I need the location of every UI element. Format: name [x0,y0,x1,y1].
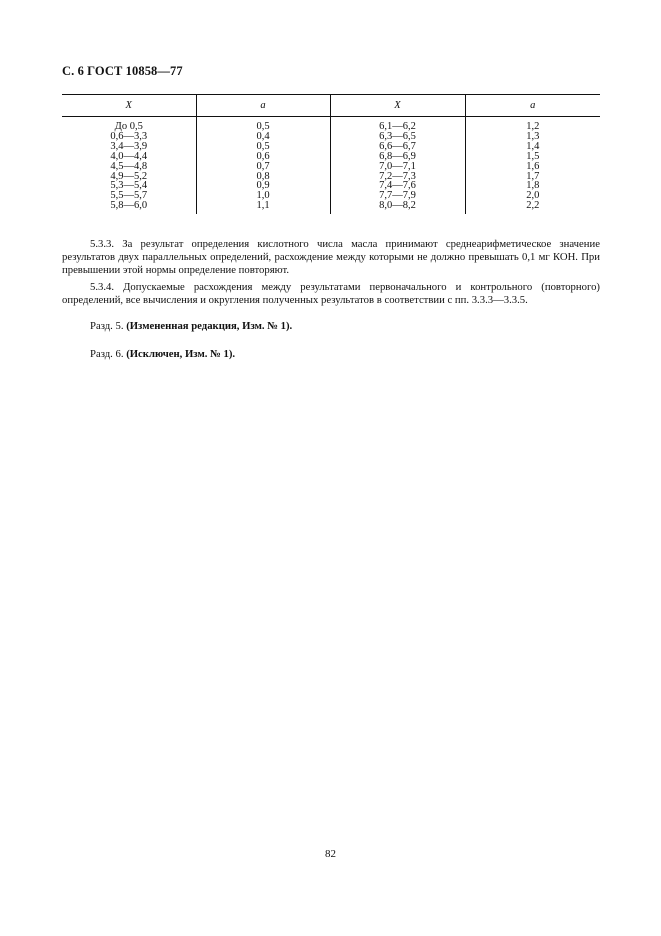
header-x-1: X [125,100,132,111]
cell-x-1: 3,4—3,9 [110,140,148,152]
cell-x-1: 5,5—5,7 [110,190,148,202]
table-body [62,117,600,215]
cell-a-2: 2,2 [465,201,600,214]
cell-x-1: 4,9—5,2 [110,170,148,182]
paragraph-5-3-4 [62,281,600,307]
cell-x-2: 6,8—6,9 [330,152,465,162]
cell-x-1: 5,8—6,0 [110,200,148,212]
cell-x-1: 5,3—5,4 [110,180,148,192]
section-5-amendment: (Измененная редакция, Изм. № 1). [126,320,293,332]
cell-a-1: 0,8 [196,172,330,182]
table-header-row [62,95,600,117]
header-a-1: a [196,95,330,117]
cell-a-2: 1,8 [465,181,600,191]
cell-x-2: 6,1—6,2 [330,117,465,132]
cell-a-1: 0,6 [196,152,330,162]
cell-a-1: 0,5 [196,117,330,132]
paragraph-5-3-4-text: 5.3.4. Допускаемые расхождения между результатами первоначального и контрольного (повторного) определений, все вычисления и округления полученных результатов в соответствии с пп. 3.3.3—3.3.5. [62,281,600,307]
table-row [62,201,600,214]
header-x-2: X [330,95,465,117]
cell-a-1: 0,7 [196,162,330,172]
values-table [62,94,600,214]
cell-a-1: 0,4 [196,132,330,142]
section-6-label: Разд. 6. [90,348,127,360]
cell-x-2: 7,2—7,3 [330,172,465,182]
section-5-label: Разд. 5. [90,320,127,332]
cell-a-1: 1,1 [196,201,330,214]
table-row [62,117,600,132]
cell-a-1: 0,5 [196,142,330,152]
cell-x-1: 0,6—3,3 [110,130,148,142]
cell-a-2: 1,6 [465,162,600,172]
cell-x-1: 4,0—4,4 [110,150,148,162]
cell-a-1: 1,0 [196,191,330,201]
cell-x-2: 8,0—8,2 [330,201,465,214]
cell-x-2: 6,6—6,7 [330,142,465,152]
cell-a-2: 2,0 [465,191,600,201]
values-table-container [62,94,600,214]
header-a-2: a [465,95,600,117]
cell-x-2: 7,0—7,1 [330,162,465,172]
cell-a-2: 1,5 [465,152,600,162]
page-header: С. 6 ГОСТ 10858—77 [62,64,183,78]
cell-x-2: 7,4—7,6 [330,181,465,191]
paragraph-5-3-3-text: 5.3.3. За результат определения кислотного числа масла принимают среднеарифметическое значение результатов двух параллельных определений, расхождение между которыми не должно превышать 0,1 мг КОН. При превышении этой нормы определение повторяют. [62,238,600,277]
cell-x-2: 6,3—6,5 [330,132,465,142]
cell-x-1: До 0,5 [114,121,143,132]
cell-a-1: 0,9 [196,181,330,191]
cell-a-2: 1,2 [465,117,600,132]
cell-a-2: 1,7 [465,172,600,182]
cell-a-2: 1,4 [465,142,600,152]
cell-x-2: 7,7—7,9 [330,191,465,201]
cell-a-2: 1,3 [465,132,600,142]
paragraph-5-3-3 [62,238,600,278]
section-6-amendment: (Исключен, Изм. № 1). [126,348,236,360]
section-6-note [90,348,590,361]
page-number: 82 [325,848,336,860]
section-5-note [90,320,590,333]
cell-x-1: 4,5—4,8 [110,160,148,172]
